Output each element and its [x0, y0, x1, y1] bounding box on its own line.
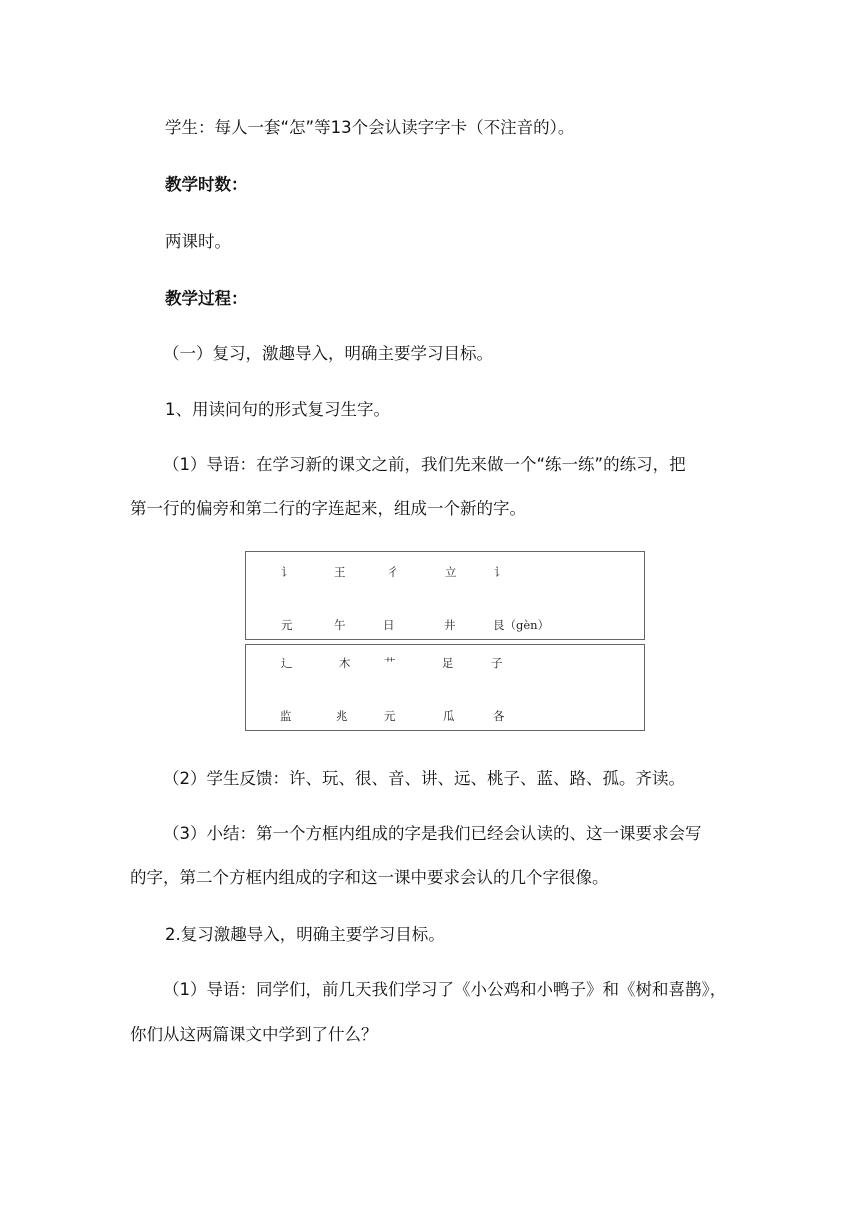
section-heading-1: （一）复习，激趣导入，明确主要学习目标。 — [163, 344, 493, 363]
box2-row1-cell-5: 子 — [491, 656, 503, 670]
box2-row2-cell-5: 各 — [493, 709, 505, 723]
box1-row2-cell-3: 日 — [383, 618, 395, 632]
teaching-hours-heading: 教学时数： — [165, 175, 248, 194]
teaching-process-heading: 教学过程： — [165, 289, 248, 308]
box1-row1-cell-2: 王 — [334, 565, 346, 579]
intro-paragraph-line-1: （1）导语：在学习新的课文之前，我们先来做一个“练一练”的练习，把 — [163, 455, 686, 474]
exercise-box-2 — [245, 644, 645, 731]
box2-row2-cell-4: 瓜 — [443, 709, 455, 723]
step-1-paragraph: 1、用读问句的形式复习生字。 — [165, 400, 390, 419]
feedback-paragraph: （2）学生反馈：许、玩、很、音、讲、远、桃子、蓝、路、孤。齐读。 — [163, 769, 685, 788]
teaching-hours-value: 两课时。 — [165, 232, 231, 251]
box2-row2-cell-2: 兆 — [336, 709, 348, 723]
box1-row2-cell-5: 艮（gèn） — [493, 618, 550, 632]
materials-paragraph: 学生：每人一套“怎”等13个会认读字字卡（不注音的）。 — [165, 118, 575, 137]
box2-row1-cell-2: 木 — [339, 656, 351, 670]
box2-row1-cell-4: 足 — [442, 656, 454, 670]
box1-row2-cell-2: 午 — [334, 618, 346, 632]
box1-row2-cell-1: 元 — [281, 618, 293, 632]
summary-paragraph-line-2: 的字，第二个方框内组成的字和这一课中要求会认的几个字很像。 — [130, 868, 609, 887]
exercise-box-1 — [245, 551, 645, 640]
box1-row1-cell-4: 立 — [445, 565, 457, 579]
intro2-paragraph-line-2: 你们从这两篇课文中学到了什么？ — [130, 1025, 378, 1044]
step-2-paragraph: 2.复习激趣导入，明确主要学习目标。 — [165, 925, 445, 944]
summary-paragraph-line-1: （3）小结：第一个方框内组成的字是我们已经会认读的、这一课要求会写 — [163, 824, 702, 843]
intro-paragraph-line-2: 第一行的偏旁和第二行的字连起来，组成一个新的字。 — [130, 499, 526, 518]
box1-row1-cell-1: 讠 — [281, 565, 293, 579]
box2-row2-cell-1: 监 — [280, 709, 292, 723]
box1-row2-cell-4: 井 — [444, 618, 456, 632]
box2-row1-cell-3: 艹 — [384, 656, 396, 670]
intro2-paragraph-line-1: （1）导语：同学们，前几天我们学习了《小公鸡和小鸭子》和《树和喜鹊》， — [163, 980, 727, 999]
box1-row1-cell-5: 讠 — [494, 565, 506, 579]
box2-row2-cell-3: 元 — [384, 709, 396, 723]
box1-row1-cell-3: 彳 — [387, 565, 399, 579]
box2-row1-cell-1: 辶 — [281, 656, 293, 670]
